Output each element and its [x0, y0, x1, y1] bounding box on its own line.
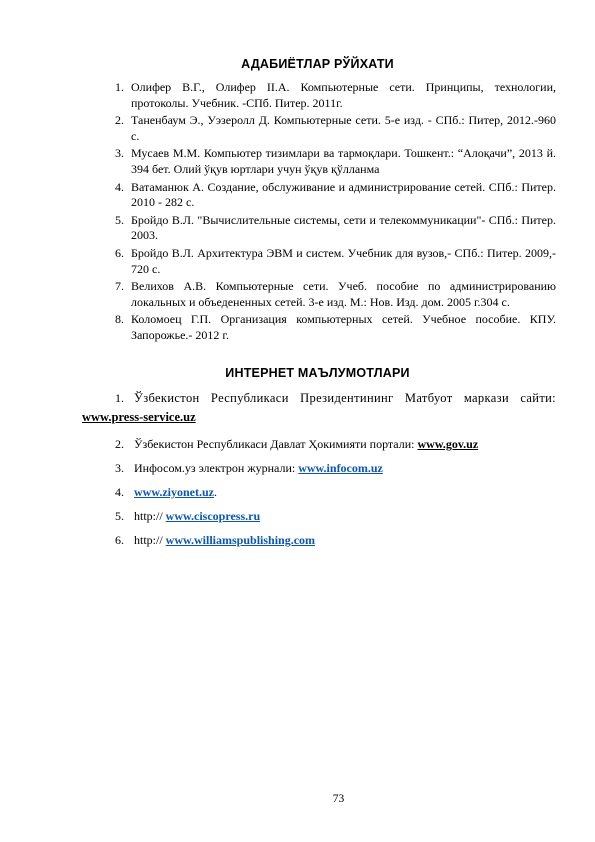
- internet-entry: [134, 437, 478, 452]
- reference-text: Ватаманюк А. Создание, обслуживание и администрирование сетей. СПб.: Питер. 2010 - 282 с.: [131, 179, 556, 210]
- bibliography-list: [115, 80, 556, 346]
- internet-item: [0, 461, 595, 479]
- page-number: 73: [332, 793, 345, 805]
- ziyonet-link[interactable]: www.ziyonet.uz: [134, 485, 214, 499]
- internet-number: 4.: [115, 485, 124, 499]
- reference-item: [115, 180, 556, 211]
- internet-text: http://: [134, 509, 166, 523]
- reference-text: Мусаев М.М. Компьютер тизимлари ва тармоқлари. Тошкент.: “Алоқачи”, 2013 й. 394 бет. Олий ўқув юртлари учун ўқув қўлланма: [131, 146, 556, 176]
- internet-item: [0, 533, 595, 551]
- reference-item: [115, 80, 556, 111]
- internet-heading: ИНТЕРНЕТ МАЪЛУМОТЛАРИ: [225, 366, 410, 380]
- internet-number: 3.: [115, 461, 124, 475]
- reference-text: Коломоец Г.П. Организация компьютерных сетей. Учебное пособие. КПУ. Запорожье.- 2012 г.: [131, 312, 556, 342]
- internet-number: 2.: [115, 437, 124, 451]
- reference-item: [115, 246, 556, 277]
- gov-link[interactable]: www.gov.uz: [417, 437, 479, 451]
- reference-text: Таненбаум Э., Уэзеролл Д. Компьютерные сети. 5-е изд. - СПб.: Питер, 2012.-960 с.: [131, 113, 556, 143]
- reference-item: [115, 113, 556, 144]
- internet-entry: [134, 509, 260, 524]
- reference-text: Олифер В.Г., Олифер II.А. Компьютерные сети. Принципы, технологии, протоколы. Учебник. -СПб. Питер. 2011г.: [131, 80, 556, 110]
- infocom-link[interactable]: www.infocom.uz: [298, 461, 383, 475]
- reference-item: [115, 146, 556, 177]
- internet-text: Инфосом.уз электрон журнали:: [134, 461, 299, 475]
- reference-number: 7.: [115, 279, 124, 294]
- internet-item: [0, 485, 595, 503]
- reference-number: 3.: [115, 146, 124, 161]
- internet-suffix: .: [214, 485, 217, 499]
- internet-item: [0, 391, 595, 425]
- internet-number: 1.: [115, 391, 124, 405]
- williamspublishing-link[interactable]: www.williamspublishing.com: [165, 533, 316, 547]
- ciscopress-link[interactable]: www.ciscopress.ru: [165, 509, 261, 523]
- internet-entry: [134, 461, 383, 476]
- internet-item: [0, 437, 595, 455]
- internet-text: Ўзбекистон Республикаси Президентининг Матбуот маркази сайти:: [134, 391, 556, 405]
- reference-item: [115, 213, 556, 244]
- internet-text: Ўзбекистон Республикаси Давлат Ҳокимияти портали:: [134, 437, 418, 451]
- reference-text: Бройдо В.Л. Архитектура ЭВМ и систем. Учебник для вузов,- СПб.: Питер. 2009,- 720 с.: [131, 245, 556, 276]
- reference-text: Бройдо В.Л. "Вычислительные системы, сети и телекоммуникации"- СПб.: Питер. 2003.: [131, 212, 556, 243]
- press-service-link[interactable]: www.press-service.uz: [82, 410, 196, 424]
- reference-number: 2.: [115, 113, 124, 128]
- reference-item: [115, 279, 556, 310]
- reference-number: 4.: [115, 179, 124, 194]
- internet-item: [0, 509, 595, 527]
- internet-entry: [134, 485, 217, 500]
- reference-text: Велихов А.В. Компьютерные сети. Учеб. пособие по администрированию локальных и объедененных сетей. 3-е изд. М.: Нов. Изд. дом. 2005 г.304 с.: [131, 279, 556, 309]
- internet-number: 5.: [115, 509, 124, 523]
- reference-item: [115, 312, 556, 343]
- reference-number: 8.: [115, 312, 124, 327]
- internet-number: 6.: [115, 533, 124, 547]
- bibliography-heading: АДАБИЁТЛАР РЎЙХАТИ: [241, 57, 394, 71]
- reference-number: 6.: [115, 245, 124, 260]
- reference-number: 1.: [115, 80, 124, 94]
- reference-number: 5.: [115, 212, 124, 227]
- internet-entry: [134, 533, 315, 548]
- internet-text: http://: [134, 533, 166, 547]
